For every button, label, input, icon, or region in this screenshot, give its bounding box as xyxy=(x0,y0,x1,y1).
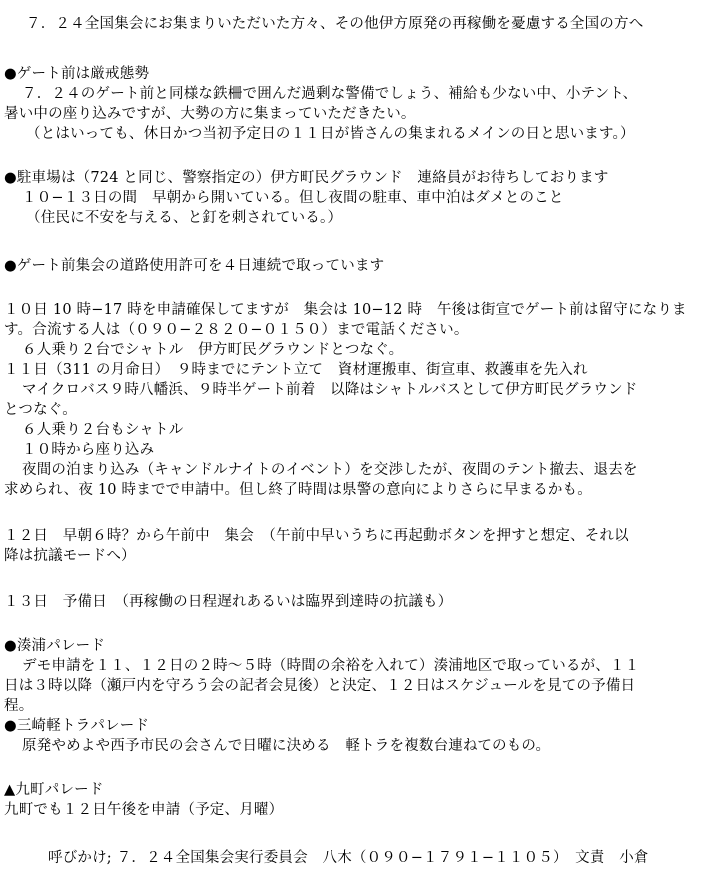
text-line: １２日 早朝６時？から午前中 集会 （午前中早いうちに再起動ボタンを押すと想定、それ以 xyxy=(4,528,629,544)
text-line: 原発やめよや西予市民の会さんで日曜に決める 軽トラを複数台連ねてのもの。 xyxy=(22,738,551,754)
text-line: １０日 10 時−17 時を申請確保してますが 集会は 10−12 時 午後は街宣でゲート前は留守になりま xyxy=(4,302,687,318)
text-line: す。合流する人は（０９０−２８２０−０１５０）まで電話ください。 xyxy=(4,322,469,338)
text-line: デモ申請を１１、１２日の２時〜５時（時間の余裕を入れて）湊浦地区で取っているが、１１ xyxy=(22,658,640,674)
text-line: 暑い中の座り込みですが、大勢の方に集まっていただきたい。 xyxy=(4,106,416,122)
section-heading-misaki: ●三崎軽トラパレード xyxy=(4,718,150,734)
section-heading-road-permit: ●ゲート前集会の道路使用許可を４日連続で取っています xyxy=(4,258,385,274)
text-line: 降は抗議モードへ） xyxy=(4,548,136,564)
heading-line: ７．２４全国集会にお集まりいただいた方々、その他伊方原発の再稼働を憂慮する全国の方へ xyxy=(26,16,644,32)
text-line: 程。 xyxy=(4,698,34,714)
section-heading-gate: ●ゲート前は厳戒態勢 xyxy=(4,66,150,82)
section-heading-parking: ●駐車場は（724 と同じ、警察指定の）伊方町民グラウンド 連絡員がお待ちしております xyxy=(4,170,609,186)
text-line: マイクロバス９時八幡浜、９時半ゲート前着 以降はシャトルバスとして伊方町民グラウンド xyxy=(22,382,638,398)
section-heading-minatoura: ●湊浦パレード xyxy=(4,638,106,654)
text-line: １３日 予備日 （再稼働の日程遅れあるいは臨界到達時の抗議も） xyxy=(4,594,453,610)
text-line: 九町でも１２日午後を申請（予定、月曜） xyxy=(4,802,284,818)
text-line: （住民に不安を与える、と釘を刺されている。） xyxy=(26,210,343,226)
text-line: とつなぐ。 xyxy=(4,402,77,418)
section-heading-kuchou: ▲九町パレード xyxy=(4,782,104,798)
text-line: １０時から座り込み xyxy=(22,442,155,458)
text-line: 夜間の泊まり込み（キャンドルナイトのイベント）を交渉したが、夜間のテント撤去、退去を xyxy=(22,462,638,478)
footer-signature-line: 呼びかけ; ７．２４全国集会実行委員会 八木（０９０−１７９１−１１０５） 文責 小倉 xyxy=(48,850,649,866)
text-line: 日は３時以降（瀬戸内を守ろう会の記者会見後）と決定、１２日はスケジュールを見ての予備日 xyxy=(4,678,636,694)
text-line: ７．２４のゲート前と同様な鉄柵で囲んだ過剰な警備でしょう、補給も少ない中、小テント、 xyxy=(22,86,638,102)
text-line: ６人乗り２台もシャトル xyxy=(22,422,184,438)
text-line: ６人乗り２台でシャトル 伊方町民グラウンドとつなぐ。 xyxy=(22,342,404,358)
text-line: 求められ、夜 10 時までで申請中。但し終了時間は県警の意向によりさらに早まるかも。 xyxy=(4,482,592,498)
text-line: １１日（311 の月命日） ９時までにテント立て 資材運搬車、街宣車、救護車を先入れ xyxy=(4,362,588,378)
text-line: （とはいっても、休日かつ当初予定日の１１日が皆さんの集まれるメインの日と思います。） xyxy=(26,126,635,142)
text-line: １０−１３日の間 早朝から開いている。但し夜間の駐車、車中泊はダメとのこと xyxy=(22,190,564,206)
